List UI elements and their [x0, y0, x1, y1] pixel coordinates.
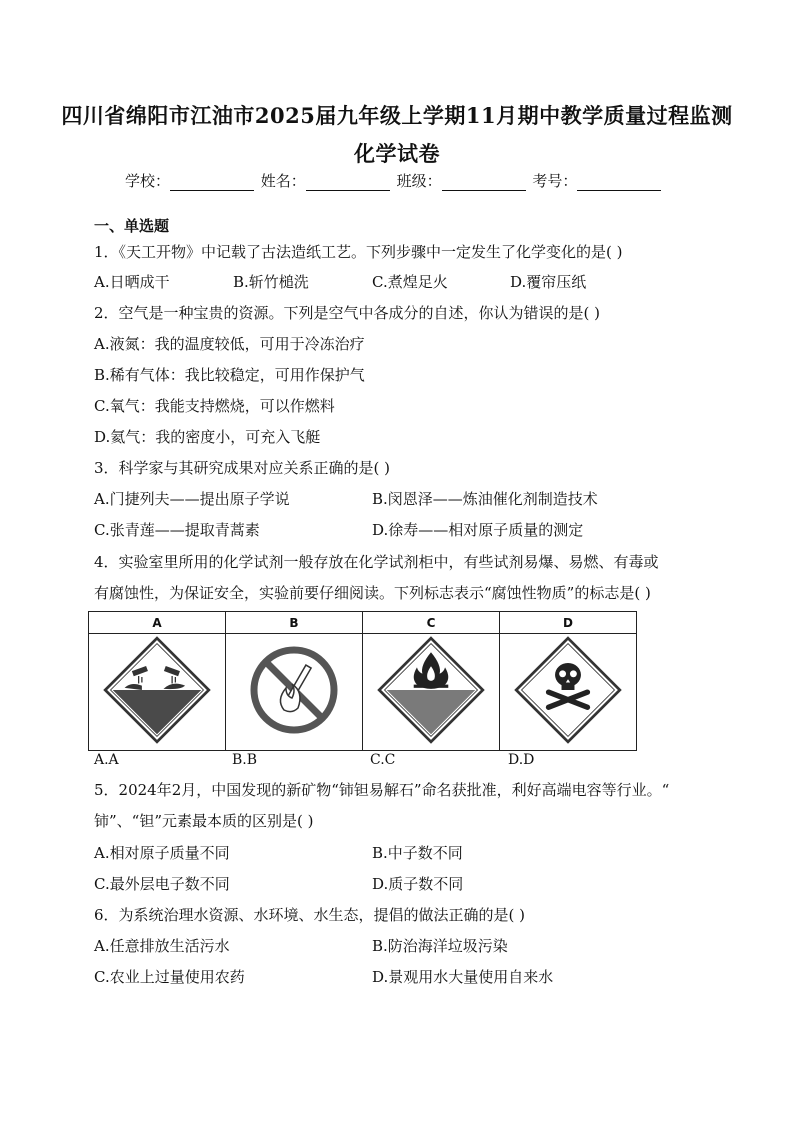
school-label: 学校： — [125, 172, 171, 190]
q4-option-b: B.B — [232, 752, 258, 768]
sign-cell-c — [363, 634, 500, 751]
exam-number-label: 考号： — [532, 172, 578, 190]
q3-option-a: A.门捷列夫——提出原子学说 — [94, 490, 290, 508]
q2-option-d: D.氦气：我的密度小，可充入飞艇 — [94, 428, 321, 446]
sign-cell-a — [89, 634, 226, 751]
q5-option-b: B.中子数不同 — [372, 844, 463, 862]
question-3-stem: 3．科学家与其研究成果对应关系正确的是( ) — [94, 459, 391, 477]
q4-option-d: D.D — [508, 752, 535, 768]
section-heading: 一、单选题 — [94, 217, 170, 235]
q3-option-d: D.徐寿——相对原子质量的测定 — [372, 521, 584, 539]
q1-option-c: C.煮煌足火 — [372, 273, 448, 291]
school-blank — [170, 175, 254, 191]
q6-option-b: B.防治海洋垃圾污染 — [372, 937, 508, 955]
name-label: 姓名： — [260, 172, 306, 190]
q6-option-d: D.景观用水大量使用自来水 — [372, 968, 554, 986]
sign-cell-d — [500, 634, 637, 751]
question-4-stem-line1: 4．实验室里所用的化学试剂一般存放在化学试剂柜中，有些试剂易爆、易燃、有毒或 — [94, 553, 659, 571]
exam-title-line2: 化学试卷 — [354, 141, 440, 166]
sign-header-d: D — [500, 612, 637, 634]
q4-option-c: C.C — [370, 752, 396, 768]
sign-cell-b — [226, 634, 363, 751]
question-4-stem-line2: 有腐蚀性，为保证安全，实验前要仔细阅读。下列标志表示“腐蚀性物质”的标志是( ) — [94, 584, 651, 602]
q6-option-c: C.农业上过量使用农药 — [94, 968, 245, 986]
q1-option-d: D.覆帘压纸 — [510, 273, 587, 291]
student-info-row — [125, 170, 685, 191]
sign-header-b: B — [226, 612, 363, 634]
q3-option-c: C.张青莲——提取青蒿素 — [94, 521, 260, 539]
hazard-sign-table — [88, 611, 637, 751]
question-5-stem-line1: 5．2024年2月，中国发现的新矿物“铈钽易解石”命名获批准，利好高端电容等行业。“ — [94, 781, 670, 799]
q2-option-a: A.液氮：我的温度较低，可用于冷冻治疗 — [94, 335, 365, 353]
corrosive-sign-icon — [103, 636, 211, 744]
exam-number-blank — [577, 175, 661, 191]
sign-header-a: A — [89, 612, 226, 634]
class-blank — [442, 175, 526, 191]
question-6-stem: 6．为系统治理水资源、水环境、水生态，提倡的做法正确的是( ) — [94, 906, 526, 924]
q4-option-a: A.A — [94, 752, 119, 768]
exam-title-line1: 四川省绵阳市江油市2025届九年级上学期11月期中教学质量过程监测 — [61, 103, 733, 128]
q5-option-a: A.相对原子质量不同 — [94, 844, 230, 862]
q2-option-c: C.氧气：我能支持燃烧，可以作燃料 — [94, 397, 335, 415]
flammable-sign-icon — [377, 636, 485, 744]
toxic-sign-icon — [514, 636, 622, 744]
question-1-stem: 1．《天工开物》中记载了古法造纸工艺。下列步骤中一定发生了化学变化的是( ) — [94, 243, 623, 261]
q2-option-b: B.稀有气体：我比较稳定，可用作保护气 — [94, 366, 365, 384]
question-2-stem: 2．空气是一种宝贵的资源。下列是空气中各成分的自述，你认为错误的是( ) — [94, 304, 601, 322]
q5-option-c: C.最外层电子数不同 — [94, 875, 230, 893]
class-label: 班级： — [396, 172, 442, 190]
q1-option-b: B.斩竹槌洗 — [233, 273, 309, 291]
q6-option-a: A.任意排放生活污水 — [94, 937, 230, 955]
no-open-flame-sign-icon — [244, 640, 344, 740]
q5-option-d: D.质子数不同 — [372, 875, 464, 893]
q1-option-a: A.日晒成干 — [94, 273, 170, 291]
sign-header-c: C — [363, 612, 500, 634]
q3-option-b: B.闵恩泽——炼油催化剂制造技术 — [372, 490, 598, 508]
name-blank — [306, 175, 390, 191]
question-5-stem-line2: 铈”、“钽”元素最本质的区别是( ) — [94, 812, 314, 830]
